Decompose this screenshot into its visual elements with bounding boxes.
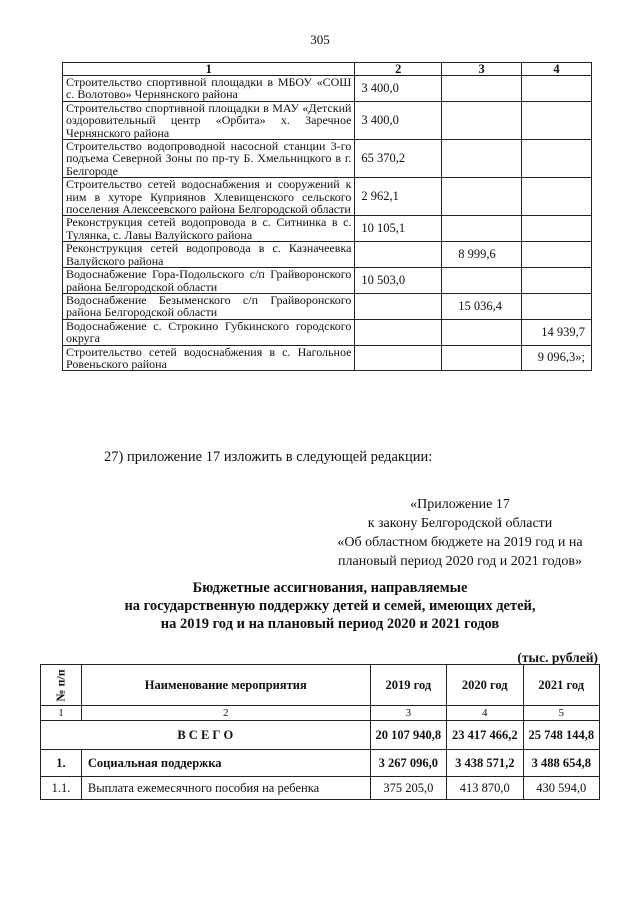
row-2019: 3 267 096,0 — [370, 750, 446, 777]
row-value-2021: 9 096,3»; — [522, 345, 592, 371]
col-number: 1 — [41, 706, 82, 721]
row-name: Реконструкция сетей водопровода в с. Ситнинка в с. Тулянка, с. Лавы Валуйского района — [63, 216, 355, 242]
row-name: Строительство сетей водоснабжения в с. Нагольное Ровеньского района — [63, 345, 355, 371]
row-value-2020 — [442, 216, 522, 242]
unit-label: (тыс. рублей) — [517, 650, 598, 665]
table-row — [63, 293, 592, 319]
appendix-line: к закону Белгородской области — [367, 516, 553, 531]
row-name: Строительство спортивной площадки в МБОУ «СОШ с. Волотово» Чернянского района — [63, 76, 355, 102]
appendix-line: плановый период 2020 год и 2021 годов» — [338, 554, 582, 569]
total-row — [41, 721, 600, 750]
header-2020: 2020 год — [447, 665, 523, 706]
row-value-2020 — [442, 319, 522, 345]
table-row — [63, 178, 592, 216]
row-name: Строительство спортивной площадки в МАУ «Детский оздоровительный центр «Орбита» х. Заречное Чернянского района — [63, 101, 355, 139]
row-value-2021 — [522, 268, 592, 294]
row-2019: 375 205,0 — [370, 777, 446, 800]
col-number: 3 — [370, 706, 446, 721]
table1-header-col3: 3 — [442, 63, 522, 76]
col-number: 2 — [81, 706, 370, 721]
row-name: Выплата ежемесячного пособия на ребенка — [81, 777, 370, 800]
row-name: Строительство сетей водоснабжения и сооружений к ним в хуторе Куприянов Хлевищенского сельского поселения Алексеевского района Белгородской области — [63, 178, 355, 216]
row-value-2019: 2 962,1 — [355, 178, 442, 216]
page-number: 305 — [310, 32, 330, 47]
row-name: Водоснабжение Гора-Подольского с/п Грайворонского района Белгородской области — [63, 268, 355, 294]
row-value-2021 — [522, 216, 592, 242]
row-name: Строительство водопроводной насосной станции 3-го подъема Северной Зоны по пр-ту Б. Хмельницкого в г. Белгороде — [63, 140, 355, 178]
col-number: 4 — [447, 706, 523, 721]
table1-header-col1: 1 — [63, 63, 355, 76]
row-number: 1. — [41, 750, 82, 777]
row-value-2020 — [442, 178, 522, 216]
table2-header-row — [41, 665, 600, 706]
table-row — [63, 319, 592, 345]
title-line: на государственную поддержку детей и семей, имеющих детей, — [124, 598, 536, 614]
title-line: на 2019 год и на плановый период 2020 и 2021 годов — [160, 616, 500, 632]
row-value-2019: 3 400,0 — [355, 76, 442, 102]
appendix-heading — [320, 495, 600, 571]
budget-table — [40, 664, 600, 800]
appendix-line: «Приложение 17 — [410, 497, 510, 512]
row-value-2019: 10 105,1 — [355, 216, 442, 242]
table1-header-col4: 4 — [522, 63, 592, 76]
row-2020: 413 870,0 — [447, 777, 523, 800]
row-value-2021 — [522, 293, 592, 319]
header-number: № п/п — [53, 668, 68, 702]
row-2021: 3 488 654,8 — [523, 750, 600, 777]
total-label: В С Е Г О — [41, 721, 371, 750]
table1-header-row — [63, 63, 592, 76]
table-row — [63, 101, 592, 139]
table-row — [63, 345, 592, 371]
row-value-2020: 15 036,4 — [442, 293, 522, 319]
row-value-2020 — [442, 101, 522, 139]
table-row — [63, 76, 592, 102]
header-name: Наименование мероприятия — [81, 665, 370, 706]
row-value-2021 — [522, 76, 592, 102]
row-value-2021 — [522, 101, 592, 139]
table-row — [41, 750, 600, 777]
row-value-2020 — [442, 345, 522, 371]
row-name: Реконструкция сетей водопровода в с. Казначеевка Валуйского района — [63, 242, 355, 268]
row-name: Водоснабжение Безыменского с/п Грайворонского района Белгородской области — [63, 293, 355, 319]
table-row — [63, 242, 592, 268]
table1-header-col2: 2 — [355, 63, 442, 76]
row-value-2021: 14 939,7 — [522, 319, 592, 345]
col-number: 5 — [523, 706, 600, 721]
appendix-line: «Об областном бюджете на 2019 год и на — [337, 535, 583, 550]
row-value-2021 — [522, 178, 592, 216]
row-value-2019: 10 503,0 — [355, 268, 442, 294]
row-value-2020 — [442, 268, 522, 294]
row-value-2020: 8 999,6 — [442, 242, 522, 268]
row-name: Социальная поддержка — [81, 750, 370, 777]
table-row — [41, 777, 600, 800]
row-value-2019 — [355, 319, 442, 345]
row-2020: 3 438 571,2 — [447, 750, 523, 777]
table-row — [63, 140, 592, 178]
table-row — [63, 216, 592, 242]
row-number: 1.1. — [41, 777, 82, 800]
row-value-2021 — [522, 140, 592, 178]
row-name: Водоснабжение с. Строкино Губкинского городского округа — [63, 319, 355, 345]
row-value-2020 — [442, 140, 522, 178]
table-row — [63, 268, 592, 294]
header-2021: 2021 год — [523, 665, 600, 706]
document-title — [60, 579, 600, 633]
row-value-2019 — [355, 242, 442, 268]
row-value-2019 — [355, 345, 442, 371]
construction-table — [62, 62, 592, 371]
row-value-2021 — [522, 242, 592, 268]
header-number-cell — [41, 665, 82, 706]
title-line: Бюджетные ассигнования, направляемые — [192, 580, 468, 596]
row-value-2020 — [442, 76, 522, 102]
row-2021: 430 594,0 — [523, 777, 600, 800]
row-value-2019: 3 400,0 — [355, 101, 442, 139]
row-value-2019 — [355, 293, 442, 319]
item-27-paragraph: 27) приложение 17 изложить в следующей редакции: — [104, 449, 433, 465]
total-2020: 23 417 466,2 — [447, 721, 523, 750]
column-numbers-row — [41, 706, 600, 721]
total-2021: 25 748 144,8 — [523, 721, 600, 750]
header-2019: 2019 год — [370, 665, 446, 706]
row-value-2019: 65 370,2 — [355, 140, 442, 178]
total-2019: 20 107 940,8 — [370, 721, 446, 750]
